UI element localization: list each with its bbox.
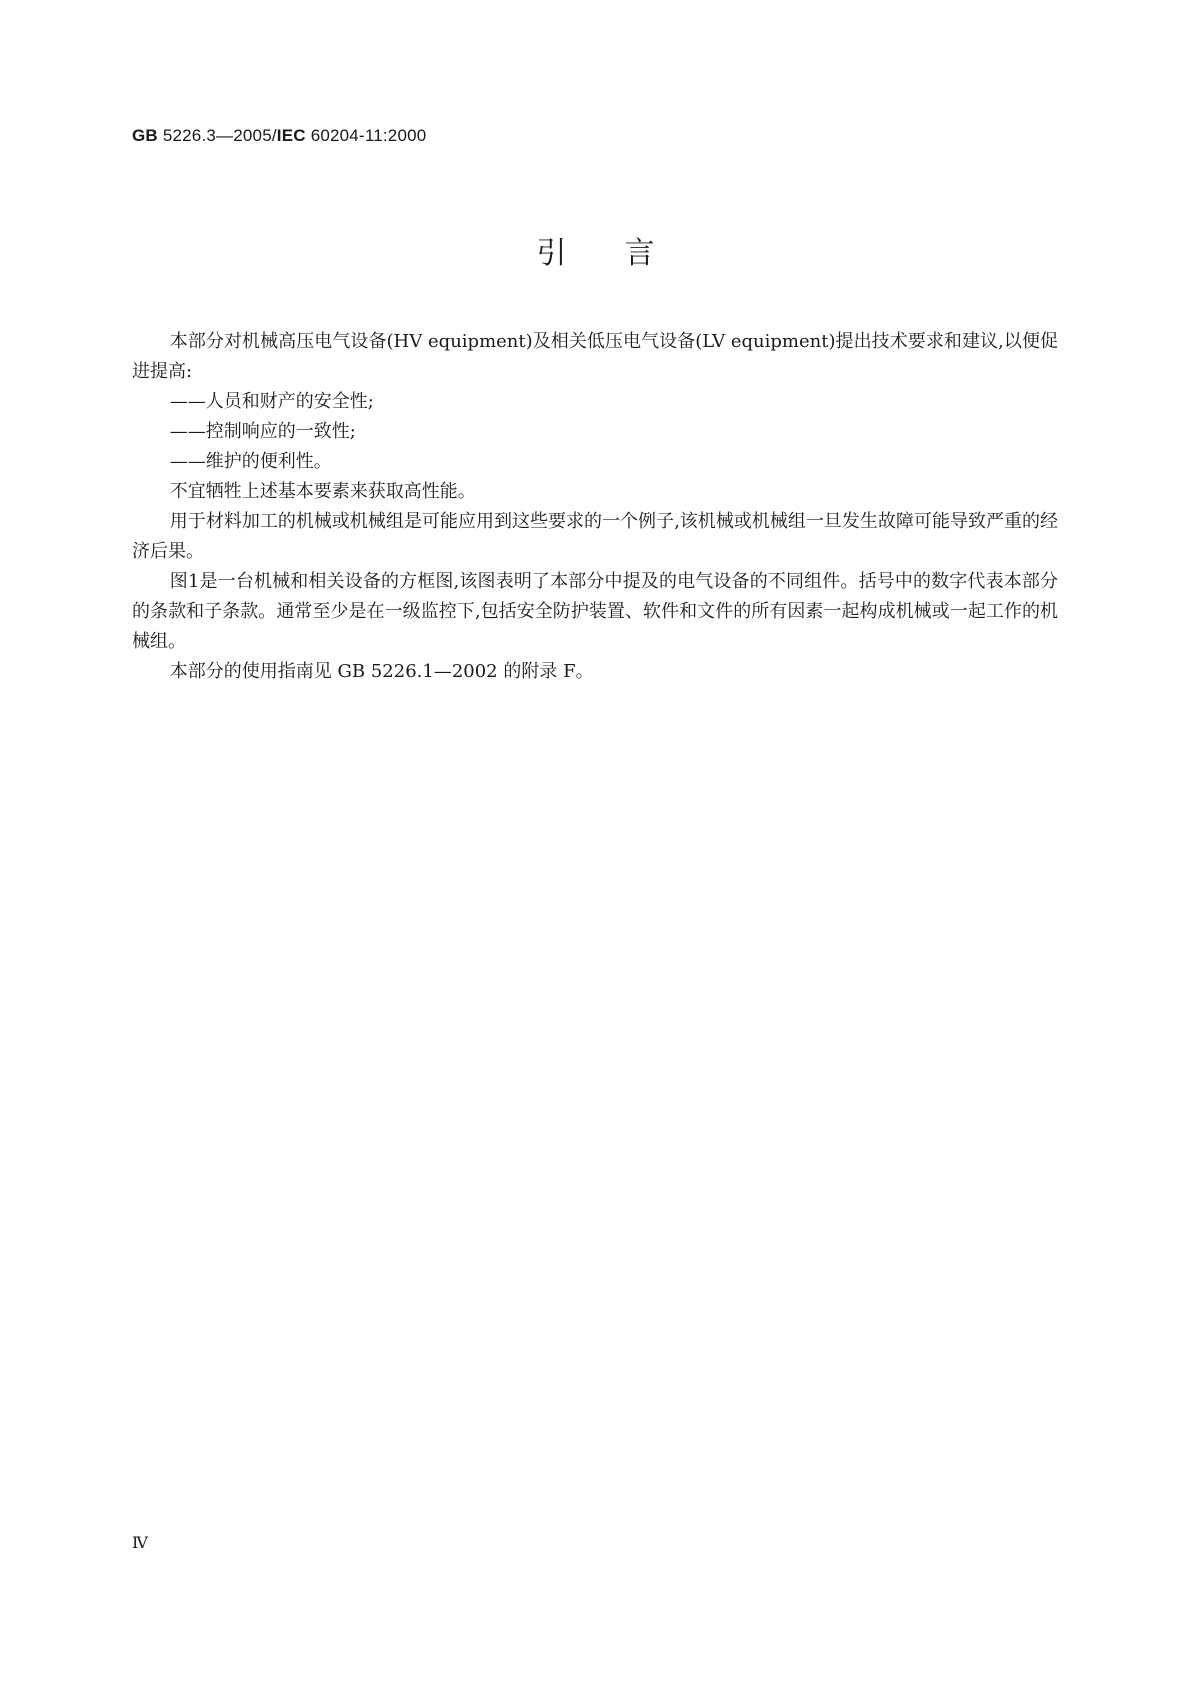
iec-number: 60204-11:2000: [310, 126, 427, 145]
introduction-body: [132, 327, 1058, 687]
list-item-safety: ——人员和财产的安全性;: [169, 391, 374, 412]
standard-code: GB: [132, 126, 158, 145]
page-title: 引言: [536, 236, 713, 271]
document-header: [132, 126, 426, 146]
page-number: Ⅳ: [132, 1533, 148, 1552]
paragraph-example: 用于材料加工的机械或机械组是可能应用到这些要求的一个例子,该机械或机械组一旦发生故障可能导致严重的经济后果。: [132, 511, 1058, 562]
list-item-maintenance: ——维护的便利性。: [169, 451, 332, 472]
paragraph-scope: 本部分对机械高压电气设备(HV equipment)及相关低压电气设备(LV equipment)提出技术要求和建议,以便促进提高:: [132, 331, 1058, 382]
paragraph-performance: 不宜牺牲上述基本要素来获取高性能。: [169, 481, 476, 502]
paragraph-figure: 图1是一台机械和相关设备的方框图,该图表明了本部分中提及的电气设备的不同组件。括号中的数字代表本部分的条款和子条款。通常至少是在一级监控下,包括安全防护装置、软件和文件的所有因素一起构成机械或一起工作的机械组。: [132, 571, 1058, 652]
iec-label: IEC: [276, 126, 306, 145]
list-item-consistency: ——控制响应的一致性;: [169, 421, 356, 442]
standard-number: 5226.3—2005/: [162, 126, 277, 145]
paragraph-guide: 本部分的使用指南见 GB 5226.1—2002 的附录 F。: [169, 661, 594, 682]
